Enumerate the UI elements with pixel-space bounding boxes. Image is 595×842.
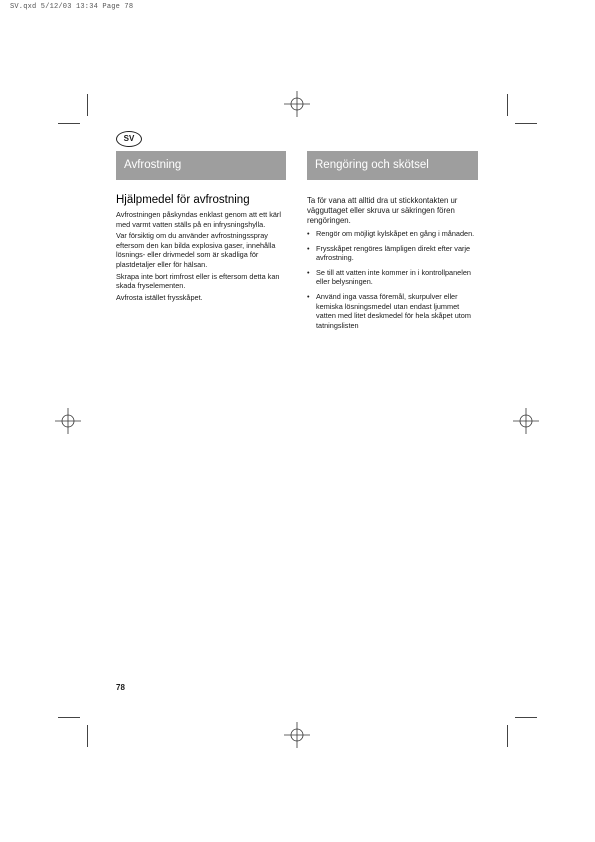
defrost-text (116, 210, 288, 304)
list-item: • Se till att vatten inte kommer in i kontrollpanelen eller belysningen. (307, 268, 479, 287)
crop-mark (507, 94, 508, 116)
bullet-list (307, 229, 479, 330)
language-badge: SV (116, 131, 142, 147)
paragraph: Skrapa inte bort rimfrost eller is eftersom detta kan skada fryselementen. (116, 271, 280, 291)
crop-mark (87, 94, 88, 116)
paragraph: Avfrosta istället frysskåpet. (116, 292, 203, 302)
paragraph: Ta för vana att alltid dra ut stickkontakten ur vägguttaget eller skruva ur säkringen fören rengöringen. (307, 196, 458, 225)
crop-mark (58, 123, 80, 124)
registration-mark-icon (55, 408, 81, 434)
paragraph: Avfrostningen påskyndas enklast genom att ett kärl med varmt vatten ställs på en infrysningshylla. (116, 210, 281, 229)
registration-mark-icon (284, 722, 310, 748)
list-item: • Rengör om möjligt kylskåpet en gång i månaden. (307, 229, 479, 239)
cleaning-text (307, 196, 479, 335)
crop-mark (87, 725, 88, 747)
section-header-defrosting: Avfrostning (116, 151, 286, 180)
paragraph: Var försiktig om du använder avfrostningsspray eftersom den kan bilda explosiva gaser, innehålla lösnings- eller drivmedel som är skadliga för plastdetaljer eller för hälsan. (116, 231, 276, 269)
section-header-cleaning: Rengöring och skötsel (307, 151, 478, 180)
crop-mark (507, 725, 508, 747)
print-slug: SV.qxd 5/12/03 13:34 Page 78 (10, 3, 134, 11)
section-title: Hjälpmedel för avfrostning (116, 194, 250, 206)
crop-mark (515, 717, 537, 718)
registration-mark-icon (513, 408, 539, 434)
list-item: • Frysskåpet rengöres lämpligen direkt efter varje avfrostning. (307, 244, 479, 263)
crop-mark (58, 717, 80, 718)
list-item: • Använd inga vassa föremål, skurpulver eller kemiska lösningsmedel utan endast ljummet vatten med litet deskmedel för hela skåpet utom tatningslisten (307, 292, 479, 330)
page-number: 78 (116, 683, 125, 692)
registration-mark-icon (284, 91, 310, 117)
crop-mark (515, 123, 537, 124)
